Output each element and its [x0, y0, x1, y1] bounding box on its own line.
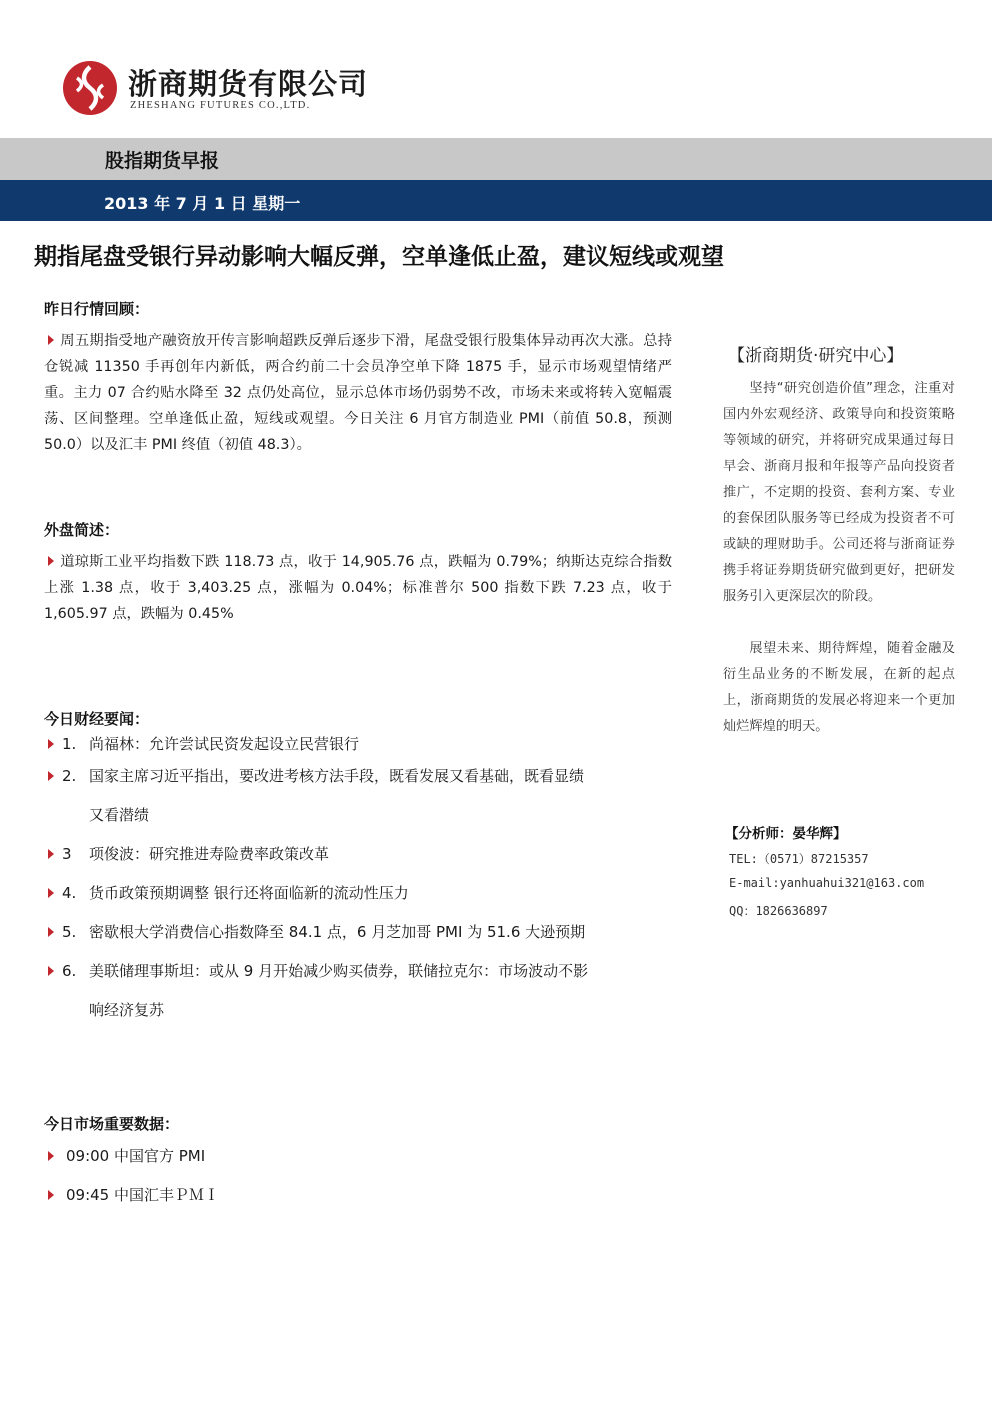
bullet-arrow-icon [48, 335, 54, 345]
news-item: 5. 密歇根大学消费信心指数降至 84.1 点，6 月芝加哥 PMI 为 51.6 大逊预期 [48, 913, 678, 952]
analyst-tel: TEL:（0571）87215357 [729, 852, 869, 866]
section-title-market-data: 今日市场重要数据： [44, 1115, 180, 1133]
review-text: 周五期指受地产融资放开传言影响超跌反弹后逐步下滑，尾盘受银行股集体异动再次大涨。总持仓锐减 11350 手再创年内新低，两合约前二十会员净空单下降 1875 手，显示市场观望情绪严重。主力 07 合约贴水降至 32 点仍处高位，显示总体市场仍弱势不改，市场未来或将转入宽幅震荡、区间整理。空单逢低止盈，短线或观望。今日关注 6 月官方制造业 PMI（前值 50.8，预测 50.0）以及汇丰 PMI 终值（初值 48.3）。 [44, 333, 672, 453]
bullet-arrow-icon [48, 888, 54, 898]
company-name-cn: 浙商期货有限公司 [128, 67, 369, 101]
analyst-title: 【分析师：晏华辉】 [725, 826, 847, 842]
list-item: 09:45 中国汇丰ＰＭＩ [48, 1184, 219, 1205]
bullet-arrow-icon [48, 927, 54, 937]
news-item: 4. 货币政策预期调整 银行还将面临新的流动性压力 [48, 874, 678, 913]
sidebar-outlook: 展望未来、期待辉煌，随着金融及衍生品业务的不断发展，在新的起点上，浙商期货的发展必将迎来一个更加灿烂辉煌的明天。 [723, 641, 955, 734]
sidebar-title: 【浙商期货·研究中心】 [728, 346, 904, 366]
bullet-arrow-icon [48, 1151, 54, 1161]
page-title: 期指尾盘受银行异动影响大幅反弹，空单逢低止盈，建议短线或观望 [34, 244, 724, 270]
report-type: 股指期货早报 [105, 150, 220, 172]
analyst-qq: QQ：1826636897 [729, 904, 828, 918]
news-item: 1. 尚福林：允许尝试民资发起设立民营银行 [48, 725, 678, 764]
section-title-news: 今日财经要闻： [44, 710, 150, 728]
review-paragraph [44, 328, 672, 458]
section-title-overseas: 外盘简述： [44, 521, 120, 539]
report-date: 2013 年 7 月 1 日 星期一 [104, 194, 301, 213]
bullet-arrow-icon [48, 739, 54, 749]
zheshang-logo-icon [62, 60, 118, 116]
list-item: 09:00 中国官方 PMI [48, 1145, 205, 1166]
analyst-email: E-mail:yanhuahui321@163.com [729, 876, 925, 890]
bullet-arrow-icon [48, 966, 54, 976]
company-name-en: ZHESHANG FUTURES CO.,LTD. [130, 100, 311, 111]
bullet-arrow-icon [48, 1190, 54, 1200]
bullet-arrow-icon [48, 849, 54, 859]
section-title-review: 昨日行情回顾： [44, 300, 150, 318]
news-item: 3 项俊波：研究推进寿险费率政策改革 [48, 835, 678, 874]
overseas-paragraph [44, 549, 672, 627]
news-item: 6. 美联储理事斯坦：或从 9 月开始减少购买债券，联储拉克尔：市场波动不影 响经济复苏 [48, 952, 678, 1030]
sidebar-intro: 坚持“研究创造价值”理念，注重对国内外宏观经济、政策导向和投资策略等领域的研究，并将研究成果通过每日早会、浙商月报和年报等产品向投资者推广，不定期的投资、套利方案、专业的套保团队服务等已经成为投资者不可或缺的理财助手。公司还将与浙商证券携手将证券期货研究做到更好，把研发服务引入更深层次的阶段。 [723, 381, 955, 604]
bullet-arrow-icon [48, 556, 54, 566]
overseas-text: 道琼斯工业平均指数下跌 118.73 点，收于 14,905.76 点，跌幅为 0.79%；纳斯达克综合指数上涨 1.38 点，收于 3,403.25 点，涨幅为 0.04%；标准普尔 500 指数下跌 7.23 点，收于 1,605.97 点，跌幅为 0.45% [44, 554, 672, 622]
bullet-arrow-icon [48, 771, 54, 781]
news-item: 2. 国家主席习近平指出，要改进考核方法手段，既看发展又看基础，既看显绩 又看潜绩 [48, 757, 678, 835]
